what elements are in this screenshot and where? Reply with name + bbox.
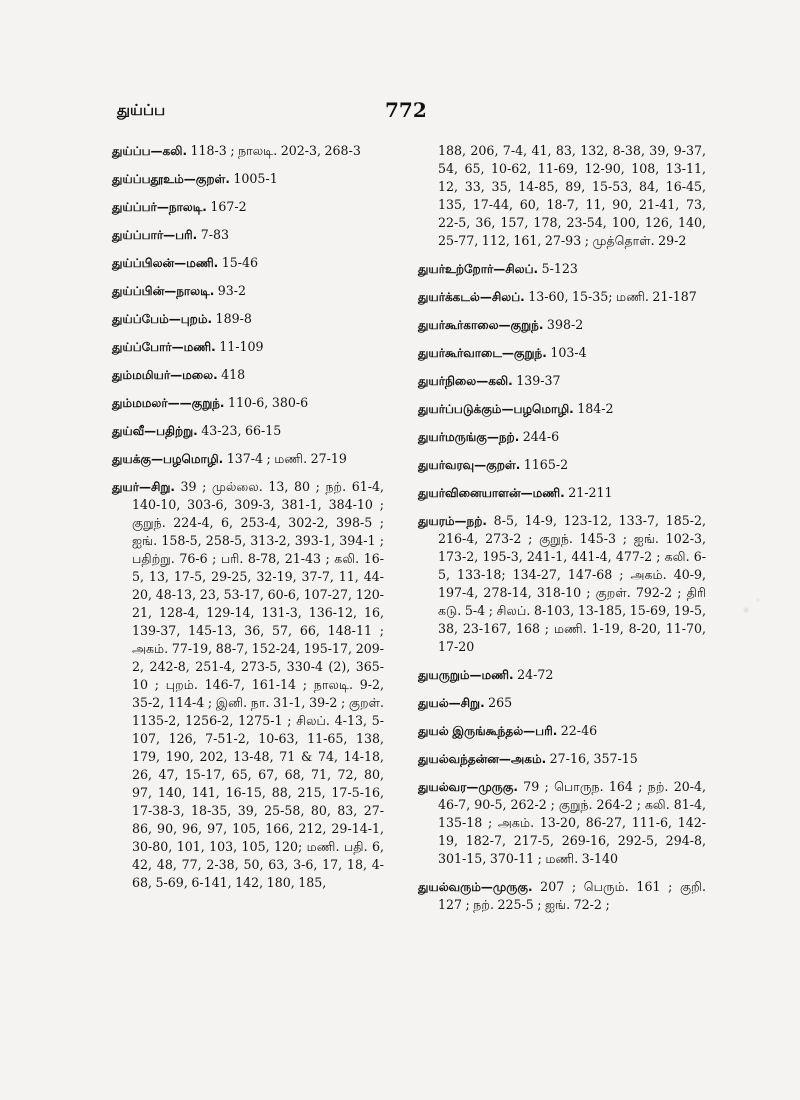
index-entry	[418, 512, 706, 656]
entry-references: 13-60, 15-35; மணி. 21-187	[524, 289, 697, 304]
entry-references: 43-23, 66-15	[197, 423, 282, 438]
index-entry	[112, 226, 384, 244]
entry-references: 207 ; பெரும். 161 ; குறி. 127 ; நற். 225-5 ; ஐங். 72-2 ;	[438, 879, 706, 912]
index-entry	[112, 478, 384, 892]
entry-references: 244-6	[519, 429, 560, 444]
entry-headword: தும்மமலர்——குறுந்.	[112, 396, 225, 410]
entry-references: 15-46	[218, 255, 259, 270]
index-entry	[112, 310, 384, 328]
entry-headword: துயர்வரவு—குறள்.	[418, 458, 521, 472]
entry-headword: துயல் இருங்கூந்தல்—பரி.	[418, 724, 558, 738]
entry-headword: துய்வீ—பதிற்று.	[112, 424, 198, 438]
entry-headword: துயல்வர—முருகு.	[418, 780, 518, 794]
entry-references: 184-2	[573, 401, 614, 416]
entry-references: 27-16, 357-15	[546, 751, 638, 766]
entry-headword: துயர்க்கடல்—சிலப்.	[418, 290, 525, 304]
entry-headword: தும்மமியர்—மலை.	[112, 368, 218, 382]
entry-headword: துய்ப்போர்—மணி.	[112, 340, 216, 354]
entry-headword: துயரம்—நற்.	[418, 514, 487, 528]
index-entry	[112, 422, 384, 440]
entry-headword: துயல்வரும்—முருகு.	[418, 880, 533, 894]
entry-references: 167-2	[206, 199, 247, 214]
entry-headword: துயல்—சிறு.	[418, 696, 485, 710]
index-entry	[418, 400, 706, 418]
entry-headword: துய்ப்பின்—நாலடி.	[112, 284, 215, 298]
entry-headword: துயர்கூர்வாடை—குறுந்.	[418, 346, 547, 360]
entry-headword: துய்ப்பேம்—புறம்.	[112, 312, 213, 326]
index-entry	[418, 778, 706, 868]
entry-references: 1165-2	[520, 457, 569, 472]
index-entry	[418, 694, 706, 712]
index-entry	[112, 198, 384, 216]
entry-references: 265	[484, 695, 513, 710]
entry-references: 189-8	[212, 311, 252, 326]
entry-references: 21-211	[564, 485, 613, 500]
entry-references: 110-6, 380-6	[224, 395, 309, 410]
index-entry	[418, 344, 706, 362]
entry-continuation: 188, 206, 7-4, 41, 83, 132, 8-38, 39, 9-37, 54, 65, 10-62, 11-69, 12-90, 108, 13-11, 12, 33, 35, 14-85, 89, 15-53, 84, 16-45, 135, 17-44, 60, 18-7, 11, 90, 21-41, 73, 22-5, 36, 157, 178, 23-54, 100, 126, 140, 25-77, 112, 161, 27-93 ; முத்தொள். 29-2	[438, 143, 706, 248]
entry-references: 8-5, 14-9, 123-12, 133-7, 185-2, 216-4, 273-2 ; குறுந். 145-3 ; ஐங். 102-3, 173-2, 195-3, 241-1, 441-4, 477-2 ; கலி. 6-5, 133-18; 134-27, 147-68 ; அகம். 40-9, 197-4, 278-14, 318-10 ; குறள். 792-2 ; திரி கடு. 5-4 ; சிலப். 8-103, 13-185, 15-69, 19-5, 38, 23-167, 168 ; மணி. 1-19, 8-20, 11-70, 17-20	[438, 513, 706, 654]
entry-headword: துயர்நிலை—கலி.	[418, 374, 513, 388]
entry-headword: துயர்உற்றோர்—சிலப்.	[418, 262, 539, 276]
entry-references: 39 ; முல்லை. 13, 80 ; நற். 61-4, 140-10, 303-6, 309-3, 381-1, 384-10 ; குறுந். 224-4, 6, 253-4, 302-2, 398-5 ; ஐங். 158-5, 258-5, 313-2, 393-1, 394-1 ; பதிற்று. 76-6 ; பரி. 8-78, 21-43 ; கலி. 16-5, 13, 17-5, 29-25, 32-19, 37-7, 11, 44-20, 48-13, 23, 53-17, 60-6, 107-27, 120-21, 128-4, 129-14, 131-3, 136-12, 16, 139-37, 145-13, 36, 57, 66, 148-11 ; அகம். 77-19, 88-7, 152-24, 195-17, 209-2, 242-8, 251-4, 273-5, 330-4 (2), 365-10 ; புறம். 146-7, 161-14 ; நாலடி. 9-2, 35-2, 114-4 ; இனி. நா. 31-1, 39-2 ; குறள். 1135-2, 1256-2, 1275-1 ; சிலப். 4-13, 5-107, 126, 7-51-2, 10-63, 11-65, 138, 179, 190, 202, 13-48, 71 & 74, 14-18, 26, 47, 15-17, 65, 67, 68, 71, 72, 80, 97, 140, 141, 16-15, 88, 215, 17-5-16, 17-38-3, 18-35, 39, 25-58, 80, 83, 27-86, 90, 96, 97, 105, 166, 212, 29-14-1, 30-80, 101, 103, 105, 120; மணி. பதி. 6, 42, 48, 77, 2-38, 50, 63, 3-6, 17, 18, 4-68, 5-69, 6-141, 142, 180, 185,	[132, 479, 384, 890]
index-entry	[112, 170, 384, 188]
entry-references: 24-72	[513, 667, 554, 682]
index-entry	[418, 372, 706, 390]
index-entry	[418, 428, 706, 446]
index-entry	[112, 366, 384, 384]
index-entry	[112, 338, 384, 356]
entry-references: 93-2	[214, 283, 247, 298]
entry-references: 118-3 ; நாலடி. 202-3, 268-3	[187, 143, 361, 158]
index-entry	[112, 254, 384, 272]
entry-headword: துயர்ப்படுக்கும்—பழமொழி.	[418, 402, 574, 416]
entry-headword: துயர்கூர்காலை—குறுந்.	[418, 318, 544, 332]
entry-references: 7-83	[197, 227, 230, 242]
index-entry	[418, 484, 706, 502]
entry-references: 137-4 ; மணி. 27-19	[223, 451, 347, 466]
entry-headword: துயர்—சிறு.	[112, 480, 175, 494]
entry-references: 398-2	[543, 317, 584, 332]
index-entry	[418, 316, 706, 334]
index-entry	[112, 142, 384, 160]
entry-headword: துயல்வந்தன்ன—அகம்.	[418, 752, 547, 766]
left-column	[112, 142, 384, 902]
right-column	[418, 142, 706, 924]
index-entry	[418, 456, 706, 474]
index-entry	[418, 666, 706, 684]
index-entry	[418, 260, 706, 278]
entry-headword: துயர்மருங்கு—நற்.	[418, 430, 520, 444]
index-entry	[112, 282, 384, 300]
index-entry	[418, 288, 706, 306]
index-entry	[112, 450, 384, 468]
entry-references: 418	[217, 367, 246, 382]
entry-headword: துய்ப்ப—கலி.	[112, 144, 188, 158]
entry-references: 22-46	[557, 723, 598, 738]
entry-headword: துயக்கு—பழமொழி.	[112, 452, 224, 466]
entry-headword: துய்ப்பார்—பரி.	[112, 228, 198, 242]
entry-headword: துய்ப்பதூஉம்—குறள்.	[112, 172, 230, 186]
entry-headword: துய்ப்பிலன்—மணி.	[112, 256, 219, 270]
entry-references: 103-4	[546, 345, 587, 360]
index-entry	[112, 394, 384, 412]
entry-references: 1005-1	[229, 171, 278, 186]
index-entry	[418, 750, 706, 768]
entry-headword: துயருறும்—மணி.	[418, 668, 514, 682]
running-head: துய்ப்ப	[117, 101, 166, 119]
index-entry	[418, 722, 706, 740]
entry-headword: துய்ப்பர்—நாலடி.	[112, 200, 207, 214]
scan-smudge	[730, 585, 770, 635]
entry-references: 79 ; பொருந. 164 ; நற். 20-4, 46-7, 90-5, 262-2 ; குறுந். 264-2 ; கலி. 81-4, 135-18 ; அகம். 13-20, 86-27, 111-6, 142-19, 182-7, 217-5, 269-16, 292-5, 294-8, 301-15, 370-11 ; மணி. 3-140	[438, 779, 706, 866]
entry-headword: துயர்வினையாளன்—மணி.	[418, 486, 565, 500]
entry-references: 5-123	[538, 261, 578, 276]
entry-references: 139-37	[512, 373, 561, 388]
index-entry	[418, 878, 706, 914]
page-number: 772	[385, 98, 427, 122]
entry-references: 11-109	[215, 339, 264, 354]
